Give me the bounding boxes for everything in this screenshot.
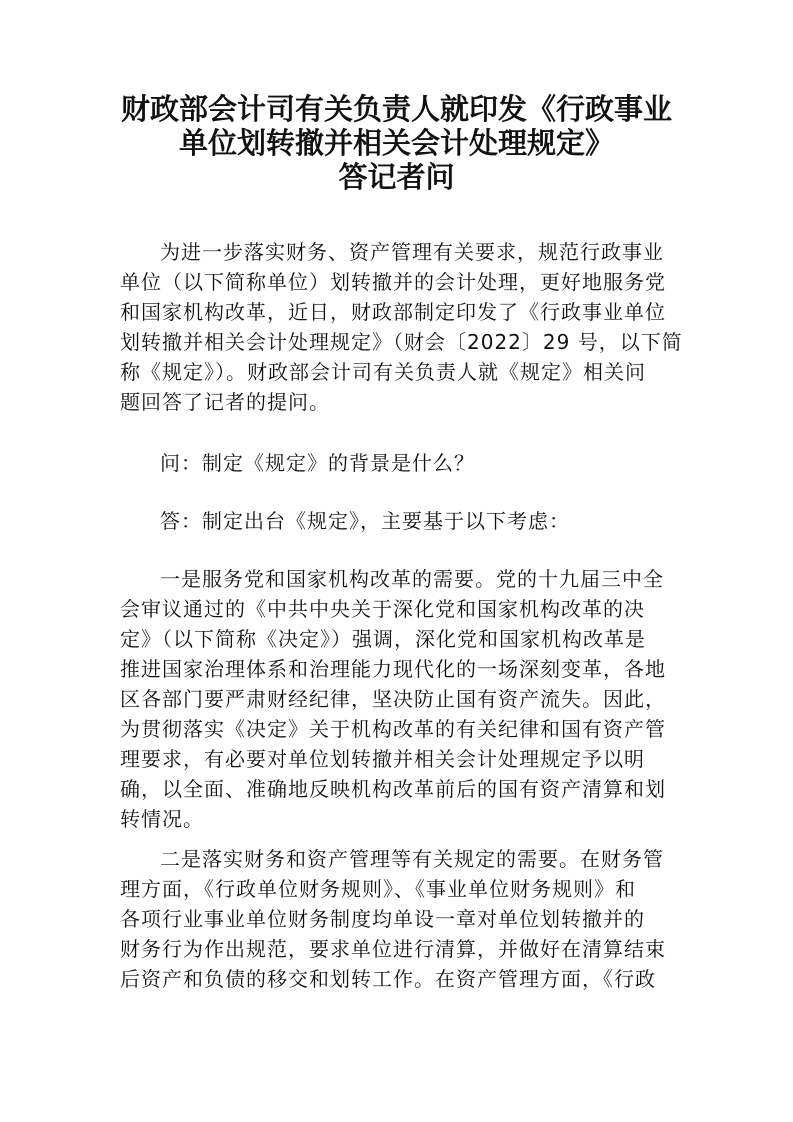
paragraph-line: 会审议通过的《中共中央关于深化党和国家机构改革的决: [120, 597, 645, 621]
paragraph-line: 和国家机构改革，近日，财政部制定印发了《行政事业单位: [120, 300, 666, 324]
document-title: [100, 92, 693, 194]
paragraph-line: 称《规定》）。财政部会计司有关负责人就《规定》相关问: [120, 360, 646, 384]
paragraph-line: 推进国家治理体系和治理能力现代化的一场深刻变革，各地: [120, 657, 666, 681]
paragraph-line: 答：制定出台《规定》，主要基于以下考虑：: [160, 509, 570, 533]
title-line-3: 答记者问: [338, 160, 455, 194]
title-line-1: 财政部会计司有关负责人就印发《行政事业: [120, 92, 672, 126]
paragraph-line: 题回答了记者的提问。: [120, 390, 330, 414]
question-paragraph: [120, 448, 475, 478]
paragraph-line: 问：制定《规定》的背景是什么？: [160, 451, 475, 475]
paragraph-line: 确，以全面、准确地反映机构改革前后的国有资产清算和划: [120, 777, 666, 801]
paragraph-line: 财务行为作出规范，要求单位进行清算，并做好在清算结束: [120, 937, 666, 961]
paragraph-line: 划转撤并相关会计处理规定》（财会〔2022〕29 号，以下简: [120, 330, 683, 354]
paragraph-line: 理要求，有必要对单位划转撤并相关会计处理规定予以明: [120, 747, 645, 771]
paragraph-line: 为进一步落实财务、资产管理有关要求，规范行政事业: [160, 240, 664, 264]
paragraph-line: 一是服务党和国家机构改革的需要。党的十九届三中全: [160, 567, 664, 591]
paragraph-line: 区各部门要严肃财经纪律，坚决防止国有资产流失。因此，: [120, 687, 666, 711]
paragraph-line: 单位（以下简称单位）划转撤并的会计处理，更好地服务党: [120, 270, 666, 294]
paragraph-line: 定》（以下简称《决定》）强调，深化党和国家机构改革是: [120, 627, 646, 651]
paragraph-line: 后资产和负债的移交和划转工作。在资产管理方面，《行政: [120, 967, 656, 991]
point-two-paragraph: [120, 844, 666, 994]
title-line-2: 单位划转撤并相关会计处理规定》: [178, 126, 614, 160]
answer-paragraph: [120, 506, 570, 536]
paragraph-line: 二是落实财务和资产管理等有关规定的需要。在财务管: [160, 847, 664, 871]
paragraph-line: 为贯彻落实《决定》关于机构改革的有关纪律和国有资产管: [120, 717, 666, 741]
paragraph-line: 各项行业事业单位财务制度均单设一章对单位划转撤并的: [120, 907, 645, 931]
paragraph-line: 转情况。: [120, 807, 204, 831]
intro-paragraph: [120, 237, 683, 417]
point-one-paragraph: [120, 564, 666, 834]
paragraph-line: 理方面，《行政单位财务规则》、《事业单位财务规则》和: [120, 877, 636, 901]
